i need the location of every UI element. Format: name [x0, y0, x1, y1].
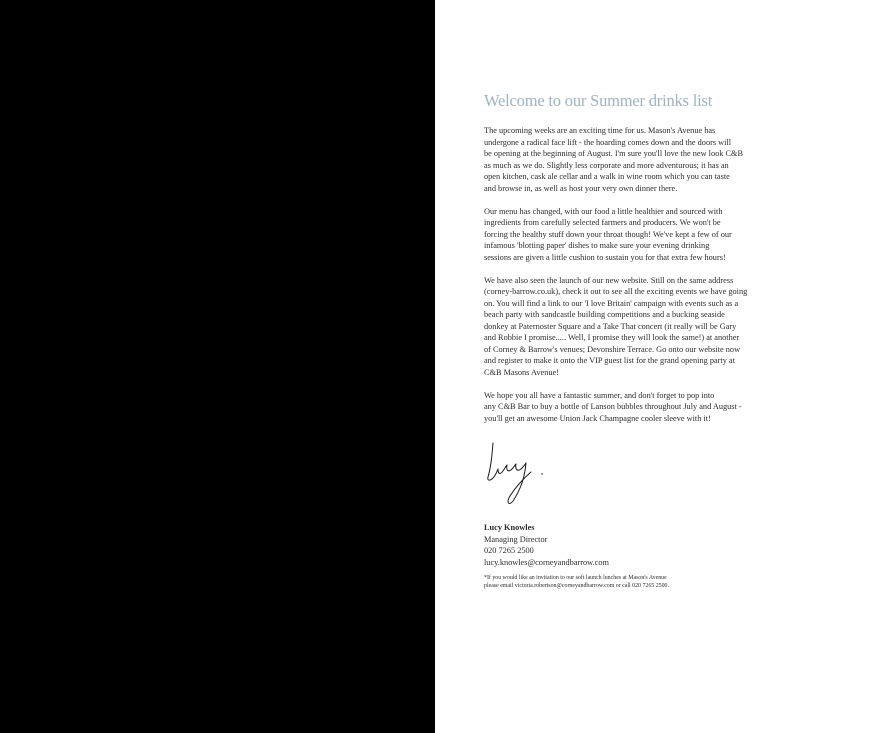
text-line: sessions are given a little cushion to sustain you for that extra few hours! — [484, 252, 726, 262]
text-line: (corney-barrow.co.uk), check it out to see all the exciting events we have going — [484, 287, 748, 296]
text-line: you'll get an awesome Union Jack Champagne cooler sleeve with it! — [484, 413, 711, 423]
text-line: We hope you all have a fantastic summer, and don't forget to pop into — [484, 390, 715, 400]
text-line: open kitchen, cask ale cellar and a walk in wine room which you can taste — [484, 172, 730, 181]
text-line: The upcoming weeks are an exciting time for us. Mason's Avenue has — [484, 126, 716, 135]
signatory-email: lucy.knowles@corneyandbarrow.com — [484, 557, 609, 567]
paragraph-website — [484, 275, 789, 379]
paragraph-intro — [484, 125, 789, 194]
text-line: Our menu has changed, with our food a little healthier and sourced with — [484, 206, 723, 216]
handwritten-signature — [485, 441, 549, 507]
text-line: infamous 'blotting paper' dishes to make sure your evening drinking — [484, 241, 710, 250]
footnote — [484, 574, 789, 590]
signature-block — [484, 522, 789, 568]
text-line: on. You will find a link to our 'I love Britain' campaign with events such as a — [484, 298, 739, 308]
letter-content — [484, 90, 789, 590]
text-line: any C&B Bar to buy a bottle of Lanson bubbles throughout July and August - — [484, 402, 742, 411]
text-line: and register to make it onto the VIP guest list for the grand opening party at — [484, 356, 735, 365]
page-title: Welcome to our Summer drinks list — [484, 91, 713, 110]
paragraph-menu — [484, 206, 789, 264]
text-line: C&B Masons Avenue! — [484, 367, 559, 377]
text-line: of Corney & Barrow's venues; Devonshire Terrace. Go onto our website now — [484, 344, 741, 354]
text-line: ingredients from carefully selected farmers and producers. We won't be — [484, 218, 721, 227]
letter-body — [484, 125, 789, 424]
signatory-role: Managing Director — [484, 534, 548, 544]
footnote-line: please email victoria.robertson@corneyandbarrow.com or call 020 7265 2500. — [484, 583, 669, 589]
paragraph-summer — [484, 390, 789, 425]
text-line: as much as we do. Slightly less corporate and more adventurous; it has an — [484, 160, 729, 170]
signatory-phone: 020 7265 2500 — [484, 546, 534, 555]
letter-page — [435, 0, 870, 733]
text-line: be opening at the beginning of August. I'm sure you'll love the new look C&B — [484, 149, 744, 158]
text-line: and Robbie I promise..... Well, I promise they will look the same!) at another — [484, 333, 740, 342]
signatory-name: Lucy Knowles — [484, 523, 535, 532]
text-line: undergone a radical face lift - the hoarding comes down and the doors will — [484, 137, 732, 147]
text-line: and browse in, as well as host your very own dinner there. — [484, 183, 678, 193]
text-line: donkey at Paternoster Square and a Take That concert (it really will be Gary — [484, 321, 737, 331]
footnote-line: *If you would like an invitation to our soft launch lunches at Mason's Avenue — [484, 575, 667, 581]
text-line: beach party with sandcastle building competitions and a bucking seaside — [484, 310, 725, 319]
text-line: We have also seen the launch of our new website. Still on the same address — [484, 275, 734, 285]
text-line: forcing the healthy stuff down your throat though! We've kept a few of our — [484, 229, 732, 239]
